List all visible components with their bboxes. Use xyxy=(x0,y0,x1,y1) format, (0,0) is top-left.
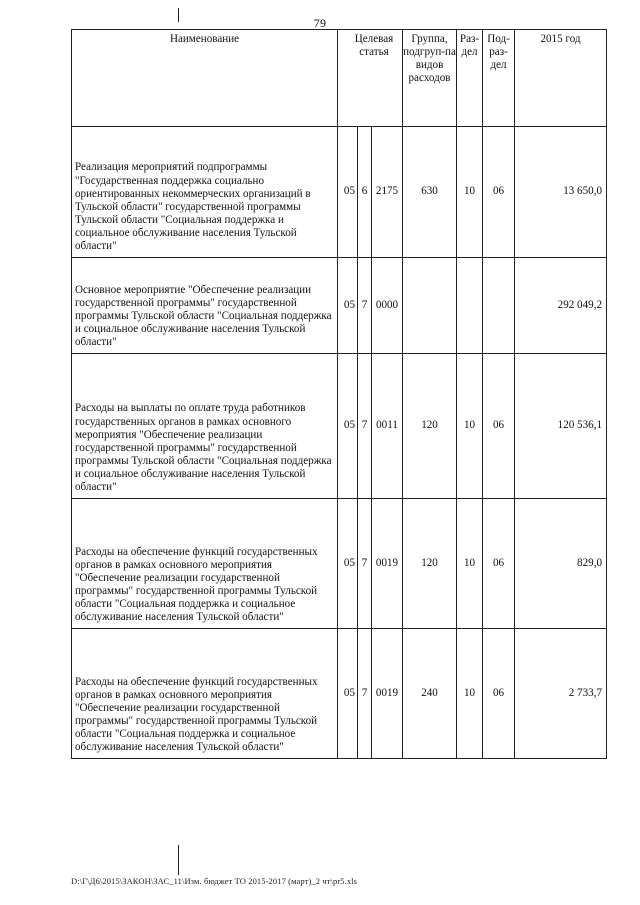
row-code-program: 05 xyxy=(338,127,358,258)
table-row xyxy=(72,354,607,499)
row-amount: 2 733,7 xyxy=(515,629,607,759)
header-name: Наименование xyxy=(72,30,338,127)
header-subsection: Под-раз-дел xyxy=(483,30,515,127)
header-section: Раз-дел xyxy=(457,30,483,127)
table-row xyxy=(72,258,607,354)
row-expense-group: 120 xyxy=(403,354,457,499)
row-name: Расходы на обеспечение функций государственных органов в рамках основного мероприятия "Обеспечение реализации государственной программы" государственной программы Тульской области "Социальная поддержка и социальное обслуживание населения Тульской области" xyxy=(72,499,338,629)
budget-table xyxy=(71,29,607,759)
row-code-program: 05 xyxy=(338,629,358,759)
row-name: Реализация мероприятий подпрограммы "Государственная поддержка социально ориентированных некоммерческих организаций в Тульской области" государственной программы Тульской области "Социальная поддержка и социальное обслуживание населения Тульской области" xyxy=(72,127,338,258)
table-row xyxy=(72,499,607,629)
row-name: Основное мероприятие "Обеспечение реализации государственной программы" государственной программы Тульской области "Социальная поддержка и социальное обслуживание населения Тульской области" xyxy=(72,258,338,354)
row-section: 10 xyxy=(457,499,483,629)
row-code-subprogram: 7 xyxy=(358,354,372,499)
header-target-article: Целевая статья xyxy=(338,30,403,127)
file-path-footer: D:\Г\Д6\2015\ЗАКОН\ЗАС_11\Изм. бюджет ТО 2015-2017 (март)_2 чт\pr5.xls xyxy=(71,876,358,886)
table-row xyxy=(72,127,607,258)
row-amount: 120 536,1 xyxy=(515,354,607,499)
row-code-subprogram: 7 xyxy=(358,258,372,354)
table-row xyxy=(72,629,607,759)
row-subsection: 06 xyxy=(483,629,515,759)
row-section: 10 xyxy=(457,127,483,258)
row-code-direction: 0000 xyxy=(372,258,403,354)
row-section: 10 xyxy=(457,354,483,499)
row-code-subprogram: 6 xyxy=(358,127,372,258)
row-name: Расходы на выплаты по оплате труда работников государственных органов в рамках основного мероприятия "Обеспечение реализации государственной программы" государственной программы Тульской области "Социальная поддержка и социальное обслуживание населения Тульской области" xyxy=(72,354,338,499)
row-subsection: 06 xyxy=(483,354,515,499)
table-header-row xyxy=(72,30,607,127)
page-number: 79 xyxy=(313,16,327,30)
row-code-subprogram: 7 xyxy=(358,629,372,759)
row-code-direction: 0019 xyxy=(372,629,403,759)
row-expense-group xyxy=(403,258,457,354)
row-code-direction: 0019 xyxy=(372,499,403,629)
row-amount: 292 049,2 xyxy=(515,258,607,354)
margin-tick-bottom xyxy=(178,845,179,875)
row-subsection: 06 xyxy=(483,499,515,629)
row-code-direction: 2175 xyxy=(372,127,403,258)
row-expense-group: 120 xyxy=(403,499,457,629)
row-amount: 829,0 xyxy=(515,499,607,629)
row-section xyxy=(457,258,483,354)
row-code-subprogram: 7 xyxy=(358,499,372,629)
row-subsection xyxy=(483,258,515,354)
row-code-program: 05 xyxy=(338,258,358,354)
row-code-program: 05 xyxy=(338,499,358,629)
row-code-program: 05 xyxy=(338,354,358,499)
header-year: 2015 год xyxy=(515,30,607,127)
row-code-direction: 0011 xyxy=(372,354,403,499)
row-expense-group: 240 xyxy=(403,629,457,759)
row-name: Расходы на обеспечение функций государственных органов в рамках основного мероприятия "Обеспечение реализации государственной программы" государственной программы Тульской области "Социальная поддержка и социальное обслуживание населения Тульской области" xyxy=(72,629,338,759)
row-subsection: 06 xyxy=(483,127,515,258)
header-expense-group: Группа, подгруп-па видов расходов xyxy=(403,30,457,127)
row-expense-group: 630 xyxy=(403,127,457,258)
row-section: 10 xyxy=(457,629,483,759)
row-amount: 13 650,0 xyxy=(515,127,607,258)
